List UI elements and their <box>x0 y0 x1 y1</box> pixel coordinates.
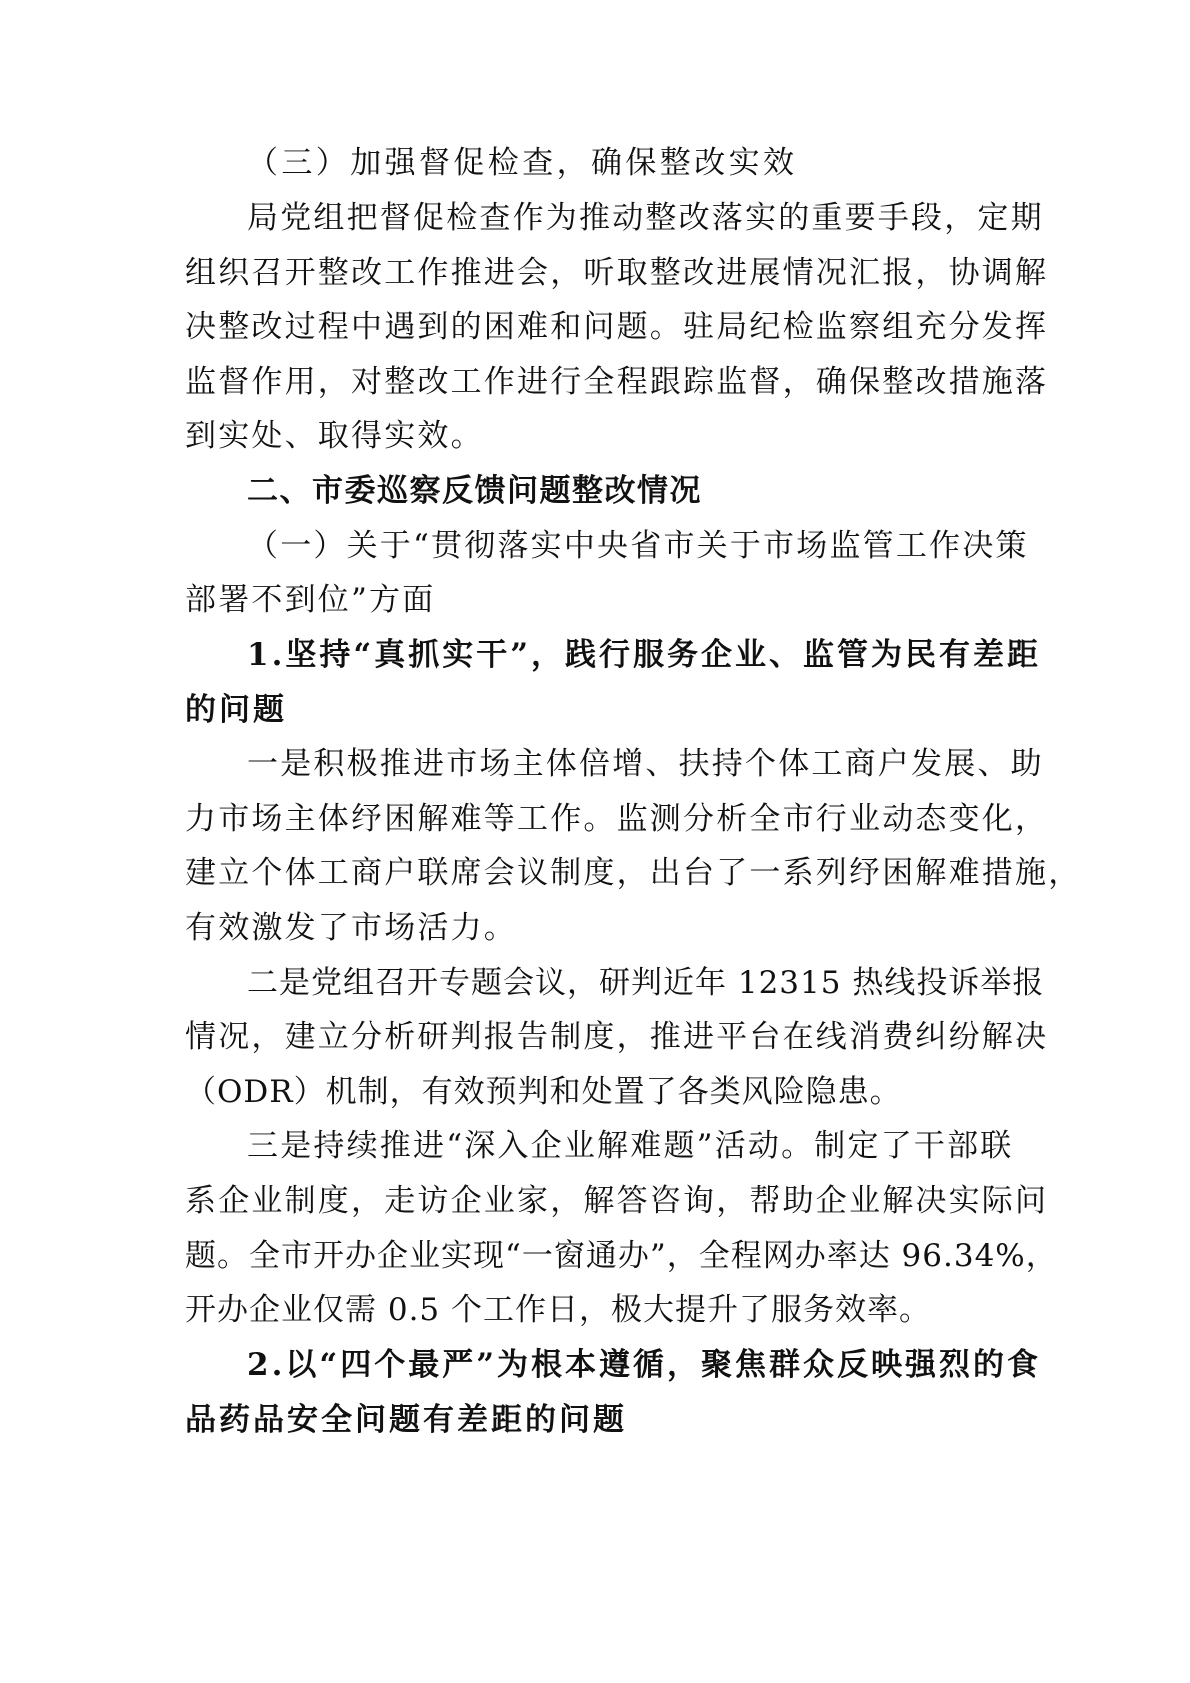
paragraph-line: 三是持续推进“深入企业解难题”活动。制定了干部联 <box>247 1128 1014 1164</box>
paragraph-line: 二是党组召开专题会议，研判近年 12315 热线投诉举报 <box>247 965 1045 1001</box>
paragraph-line: （ODR）机制，有效预判和处置了各类风险隐患。 <box>185 1074 902 1110</box>
item-heading-1-cont: 的问题 <box>185 692 287 728</box>
item-heading-2: 2.以“四个最严”为根本遵循，聚焦群众反映强烈的食 <box>247 1347 1042 1383</box>
paragraph-line: 建立个体工商户联席会议制度，出台了一系列纾困解难措施， <box>185 855 1082 891</box>
paragraph-line: 决整改过程中遇到的困难和问题。驻局纪检监察组充分发挥 <box>185 309 1049 345</box>
subsection-heading-3: （三）加强督促检查，确保整改实效 <box>247 145 798 181</box>
item-heading-2-cont: 品药品安全问题有差距的问题 <box>185 1402 627 1438</box>
paragraph-line: 有效激发了市场活力。 <box>185 910 517 946</box>
subsection-heading-1: （一）关于“贯彻落实中央省市关于市场监管工作决策 <box>247 528 1029 564</box>
subsection-heading-1-cont: 部署不到位”方面 <box>185 582 436 618</box>
paragraph-line: 一是积极推进市场主体倍增、扶持个体工商户发展、助 <box>247 746 1044 782</box>
paragraph-line: 系企业制度，走访企业家，解答咨询，帮助企业解决实际问 <box>185 1183 1049 1219</box>
paragraph-line: 开办企业仅需 0.5 个工作日，极大提升了服务效率。 <box>185 1292 932 1328</box>
item-heading-1: 1.坚持“真抓实干”，践行服务企业、监管为民有差距 <box>247 637 1042 673</box>
paragraph-line: 题。全市开办企业实现“一窗通办”，全程网办率达 96.34%， <box>185 1238 1058 1274</box>
paragraph-line: 力市场主体纾困解难等工作。监测分析全市行业动态变化， <box>185 801 1049 837</box>
paragraph-line: 监督作用，对整改工作进行全程跟踪监督，确保整改措施落 <box>185 364 1049 400</box>
paragraph-line: 到实处、取得实效。 <box>185 418 484 454</box>
paragraph-line: 情况，建立分析研判报告制度，推进平台在线消费纠纷解决 <box>185 1019 1049 1055</box>
section-heading: 二、市委巡察反馈问题整改情况 <box>247 473 702 509</box>
paragraph-line: 局党组把督促检查作为推动整改落实的重要手段，定期 <box>247 200 1044 236</box>
paragraph-line: 组织召开整改工作推进会，听取整改进展情况汇报，协调解 <box>185 255 1049 291</box>
